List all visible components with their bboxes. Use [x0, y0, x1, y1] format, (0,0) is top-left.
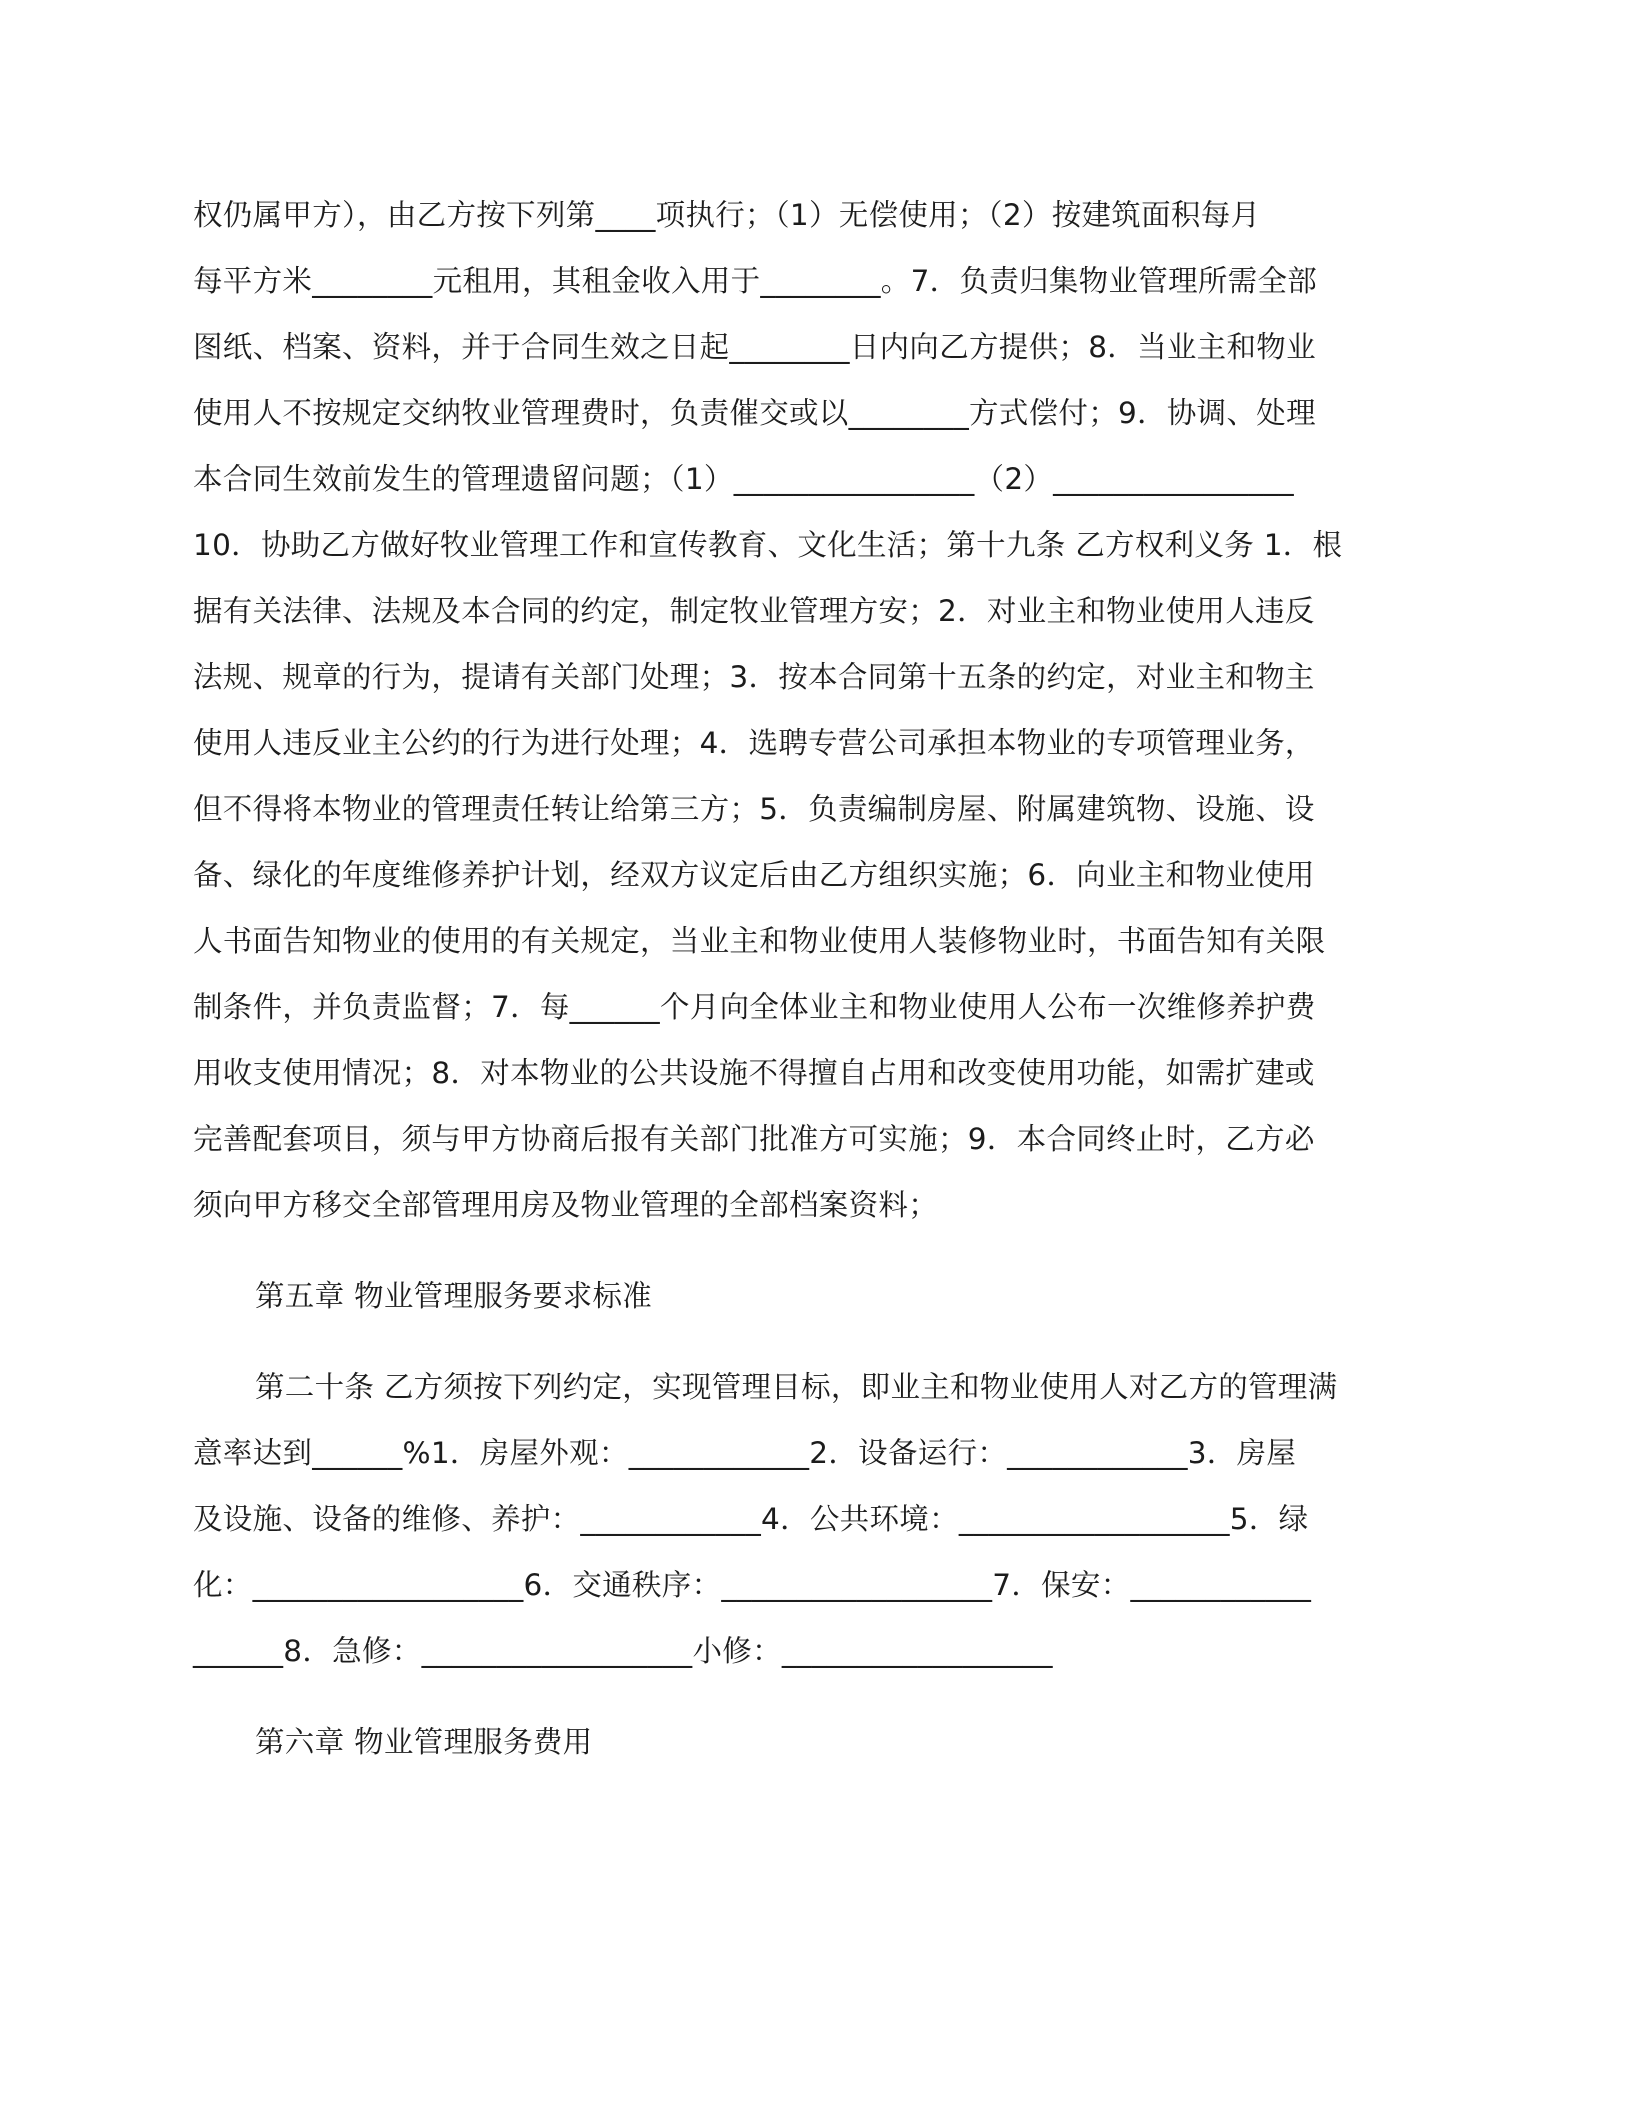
body-line: 制条件，并负责监督；7．每______个月向全体业主和物业使用人公布一次维修养护费	[193, 990, 1316, 1024]
body-line: 据有关法律、法规及本合同的约定，制定牧业管理方安；2．对业主和物业使用人违反	[193, 594, 1315, 628]
body-line: 须向甲方移交全部管理用房及物业管理的全部档案资料；	[193, 1188, 939, 1222]
article-line: 化：__________________6．交通秩序：__________________7．保安：____________	[193, 1568, 1312, 1602]
body-line: 备、绿化的年度维修养护计划，经双方议定后由乙方组织实施；6．向业主和物业使用	[193, 858, 1315, 892]
body-line: 权仍属甲方），由乙方按下列第____项执行；（1）无偿使用；（2）按建筑面积每月	[193, 198, 1261, 232]
body-line: 但不得将本物业的管理责任转让给第三方；5．负责编制房屋、附属建筑物、设施、设	[193, 792, 1315, 826]
article-line: ______8．急修：__________________小修：__________________	[193, 1634, 1053, 1668]
article-line: 第二十条 乙方须按下列约定，实现管理目标，即业主和物业使用人对乙方的管理满	[255, 1370, 1338, 1404]
body-line: 用收支使用情况；8．对本物业的公共设施不得擅自占用和改变使用功能，如需扩建或	[193, 1056, 1315, 1090]
article-line: 意率达到______%1．房屋外观：____________2．设备运行：____________3．房屋	[193, 1436, 1297, 1470]
body-line: 完善配套项目，须与甲方协商后报有关部门批准方可实施；9．本合同终止时，乙方必	[193, 1122, 1315, 1156]
body-line: 10．协助乙方做好牧业管理工作和宣传教育、文化生活；第十九条 乙方权利义务 1．根	[193, 528, 1343, 562]
body-line: 图纸、档案、资料，并于合同生效之日起________日内向乙方提供；8．当业主和物业	[193, 330, 1316, 364]
body-line: 本合同生效前发生的管理遗留问题；（1）________________（2）________________	[193, 462, 1294, 496]
article-line: 及设施、设备的维修、养护：____________4．公共环境：__________________5．绿	[193, 1502, 1309, 1536]
body-line: 法规、规章的行为，提请有关部门处理；3．按本合同第十五条的约定，对业主和物主	[193, 660, 1315, 694]
chapter-title: 第六章 物业管理服务费用	[255, 1725, 593, 1759]
body-line: 使用人违反业主公约的行为进行处理；4．选聘专营公司承担本物业的专项管理业务，	[193, 726, 1315, 760]
body-line: 每平方米________元租用，其租金收入用于________。7．负责归集物业管理所需全部	[193, 264, 1318, 298]
chapter-title: 第五章 物业管理服务要求标准	[255, 1279, 653, 1313]
body-line: 使用人不按规定交纳牧业管理费时，负责催交或以________方式偿付；9．协调、处理	[193, 396, 1316, 430]
body-line: 人书面告知物业的使用的有关规定，当业主和物业使用人装修物业时，书面告知有关限	[193, 924, 1326, 958]
